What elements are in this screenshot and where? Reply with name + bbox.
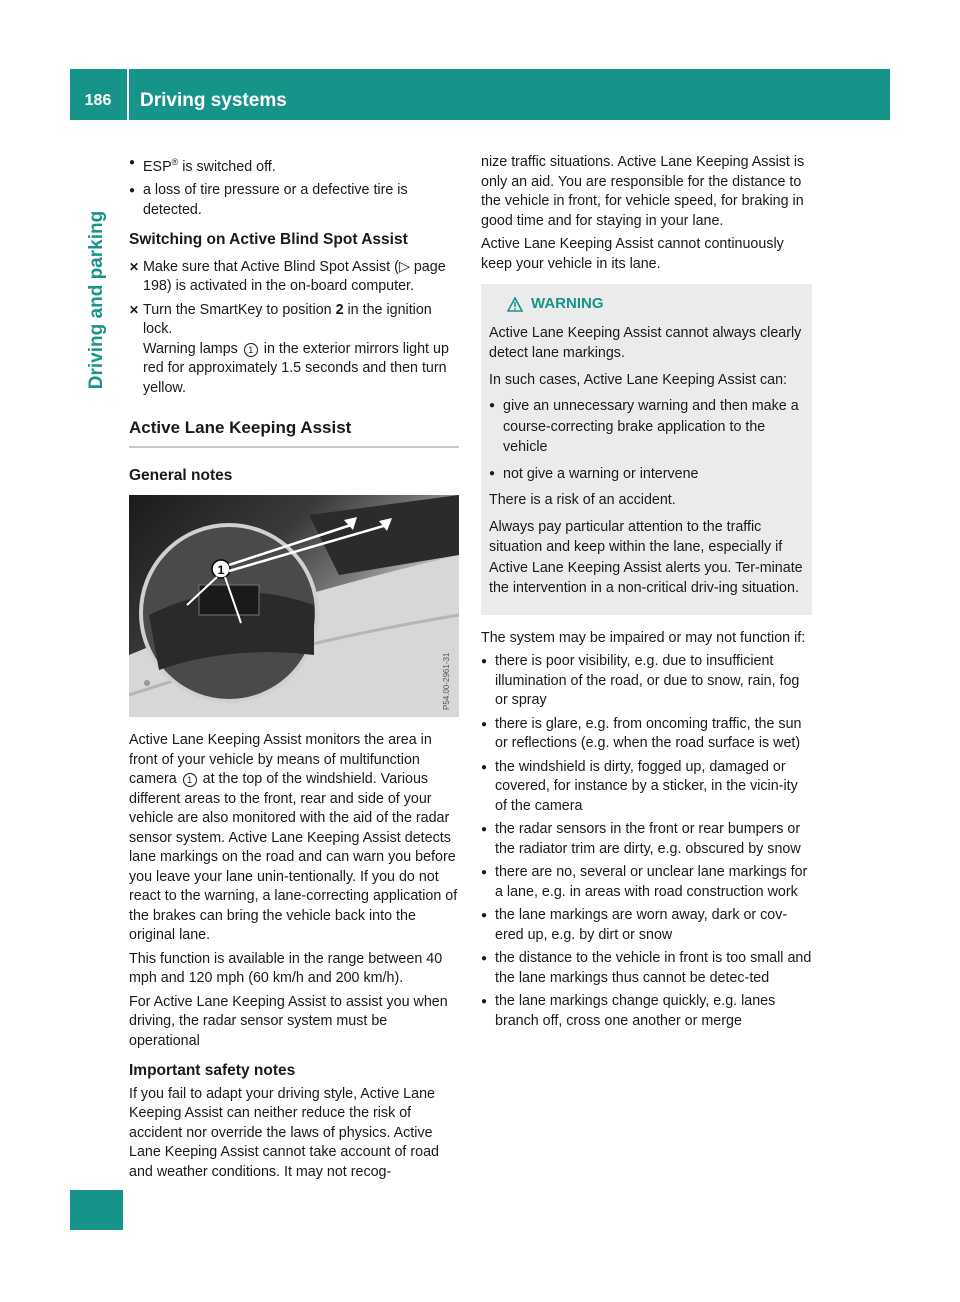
camera-illustration — [129, 495, 459, 717]
list-item: ● give an unnecessary warning and then make a course-correcting brake application to the vehicle — [489, 396, 804, 458]
right-column — [481, 153, 812, 1035]
callout-1-icon: 1 — [244, 343, 258, 357]
paragraph: For Active Lane Keeping Assist to assist you when driving, the radar sensor system must be operational — [129, 993, 448, 1049]
paragraph: This function is available in the range between 40 mph and 120 mph (60 km/h and 200 km/h). — [129, 950, 443, 987]
chapter-title: Driving systems — [140, 90, 287, 111]
header-divider — [127, 69, 129, 120]
paragraph: The system may be impaired or may not function if: — [481, 629, 806, 646]
side-tab-label: Driving and parking — [86, 210, 107, 390]
page-header — [70, 69, 890, 120]
paragraph: If you fail to adapt your driving style, Active Lane Keeping Assist can neither reduce the risk of accident nor override the laws of physics. Active Lane Keeping Assist cannot take account of road and weather conditions. It may not recog- — [129, 1085, 439, 1180]
callout-1-icon: 1 — [183, 773, 197, 787]
side-tab-marker — [70, 1190, 123, 1230]
instruction-step: ✕ Turn the SmartKey to position 2 in the ignition lock. Warning lamps 1 in the exterior mirrors light up red for approximately 1.5 seconds and then turn yellow. — [129, 301, 459, 399]
list-item: ● there are no, several or unclear lane markings for a lane, e.g. in areas with road construction work — [481, 863, 812, 902]
list-item: ● a loss of tire pressure or a defective tire is detected. — [129, 181, 459, 220]
warning-text: Always pay particular attention to the traffic situation and keep within the lane, especially if Active Lane Keeping Assist alerts you. Ter-minate the intervention in a non-critical driv-ing situation. — [489, 518, 803, 596]
paragraph: nize traffic situations. Active Lane Keeping Assist is only an aid. You are responsible for the distance to the vehicle in front, for vehicle speed, for braking in good time and for staying in your lane. — [481, 154, 805, 229]
left-column — [129, 153, 459, 1186]
list-item: ● the windshield is dirty, fogged up, damaged or covered, for instance by a sticker, in the vicin-ity of the camera — [481, 758, 812, 817]
instruction-step: ✕ Make sure that Active Blind Spot Assist (▷ page 198) is activated in the on-board computer. — [129, 258, 459, 297]
list-item: ● there is glare, e.g. from oncoming traffic, the sun or reflections (e.g. when the road surface is wet) — [481, 715, 812, 754]
paragraph: Active Lane Keeping Assist monitors the area in front of your vehicle by means of multifunction camera 1 at the top of the windshield. Various different areas to the front, rear and side of your vehicle are also monitored with the aid of the radar sensor system. Active Lane Keeping Assist detects lane markings on the road and can warn you before you leave your lane unin-tentionally. If you do not react to the warning, a lane-correcting application of the brakes can bring the vehicle back into the original lane. — [129, 732, 458, 944]
list-item: ● the distance to the vehicle in front is too small and the lane markings thus cannot be detec-ted — [481, 949, 812, 988]
warning-text: In such cases, Active Lane Keeping Assist can: — [489, 371, 788, 388]
list-item: ● not give a warning or intervene — [489, 464, 804, 485]
warning-triangle-icon — [507, 297, 523, 312]
page-number: 186 — [84, 92, 112, 109]
warning-box — [481, 284, 812, 615]
list-item: ● the radar sensors in the front or rear bumpers or the radiator trim are dirty, e.g. obscured by snow — [481, 820, 812, 859]
list-item: ● the lane markings are worn away, dark or cov-ered up, e.g. by dirt or snow — [481, 906, 812, 945]
list-item: ● ESP® is switched off. — [129, 153, 459, 177]
list-item: ● the lane markings change quickly, e.g. lanes branch off, cross one another or merge — [481, 992, 812, 1031]
list-item: ● there is poor visibility, e.g. due to insufficient illumination of the road, or due to snow, rain, fog or spray — [481, 652, 812, 711]
warning-text: Active Lane Keeping Assist cannot always clearly detect lane markings. — [489, 324, 802, 361]
paragraph: Active Lane Keeping Assist cannot continuously keep your vehicle in its lane. — [481, 236, 784, 272]
section-heading-blind-spot: Switching on Active Blind Spot Assist — [129, 231, 408, 249]
warning-text: There is a risk of an accident. — [489, 492, 676, 508]
figure-code: P54.00-2961-31 — [442, 652, 451, 711]
subheading-general-notes: General notes — [129, 466, 233, 484]
subheading-safety-notes: Important safety notes — [129, 1062, 296, 1080]
figure-callout-1: 1 — [217, 563, 225, 578]
warning-title: WARNING — [507, 294, 804, 315]
section-heading-lane-keeping: Active Lane Keeping Assist — [129, 418, 459, 448]
